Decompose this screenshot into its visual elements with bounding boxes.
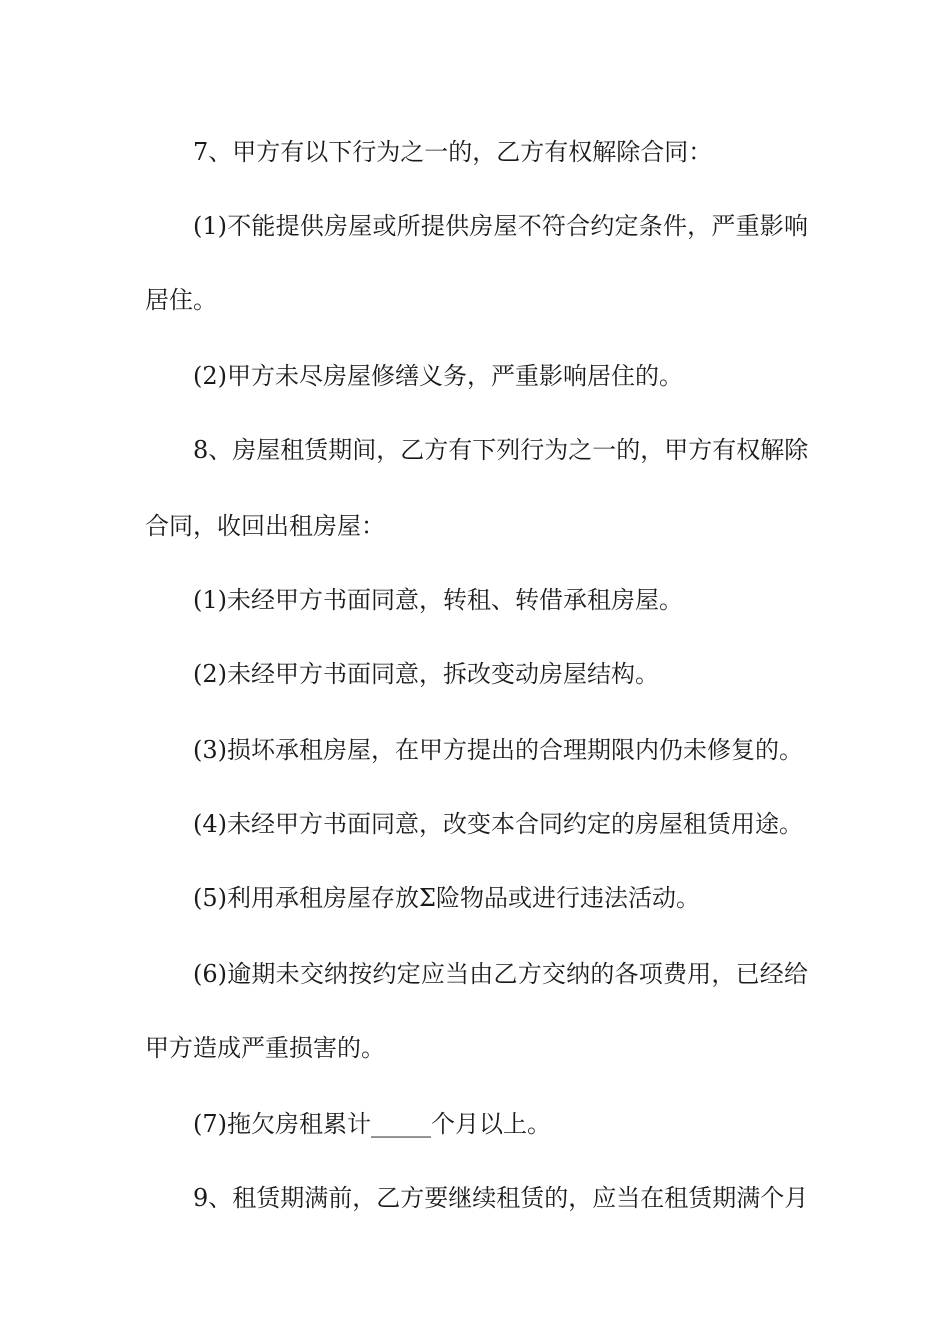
- clause-8-heading-line-1: 8、房屋租赁期间，乙方有下列行为之一的，甲方有权解除: [193, 436, 809, 464]
- clause-8-item-5: (5)利用承租房屋存放Σ险物品或进行违法活动。: [193, 884, 700, 912]
- clause-9-heading-line-1: 9、租赁期满前，乙方要继续租赁的，应当在租赁期满个月: [193, 1184, 809, 1212]
- clause-8-item-6-line-1: (6)逾期未交纳按约定应当由乙方交纳的各项费用，已经给: [193, 960, 808, 988]
- clause-7-item-2: (2)甲方未尽房屋修缮义务，严重影响居住的。: [193, 362, 683, 390]
- clause-8-heading-line-2: 合同，收回出租房屋：: [145, 512, 385, 540]
- clause-8-item-6-line-2: 甲方造成严重损害的。: [145, 1034, 385, 1062]
- clause-8-item-3: (3)损坏承租房屋，在甲方提出的合理期限内仍未修复的。: [193, 736, 803, 764]
- clause-7-item-1-line-1: (1)不能提供房屋或所提供房屋不符合约定条件，严重影响: [193, 212, 808, 240]
- clause-8-item-4: (4)未经甲方书面同意，改变本合同约定的房屋租赁用途。: [193, 810, 803, 838]
- clause-8-item-1: (1)未经甲方书面同意，转租、转借承租房屋。: [193, 586, 683, 614]
- clause-7-heading: 7、甲方有以下行为之一的，乙方有权解除合同：: [193, 138, 713, 166]
- clause-8-item-2: (2)未经甲方书面同意，拆改变动房屋结构。: [193, 660, 659, 688]
- clause-7-item-1-line-2: 居住。: [145, 286, 217, 314]
- clause-8-item-7: (7)拖欠房租累计_____个月以上。: [193, 1110, 551, 1138]
